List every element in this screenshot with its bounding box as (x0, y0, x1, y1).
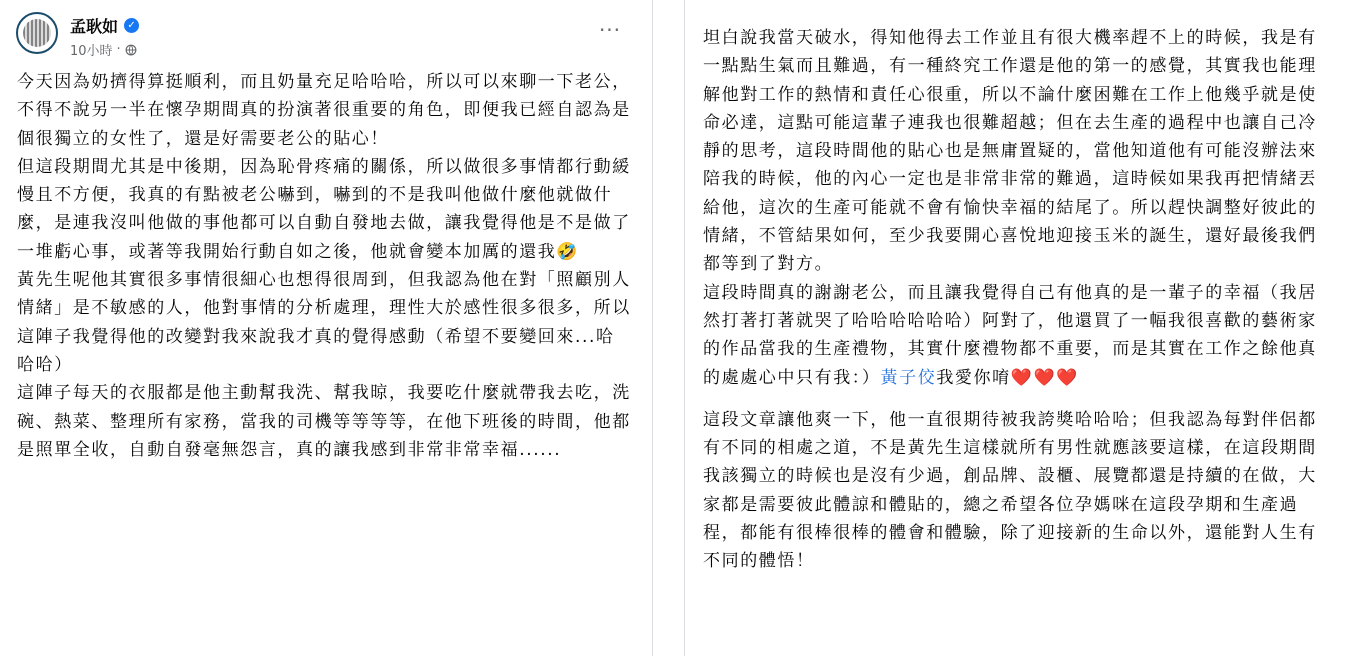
paragraph: 這段文章讓他爽一下，他一直很期待被我誇獎哈哈哈；但我認為每對伴侶都有不同的相處之道，不是黃先生這樣就所有男性就應該要這樣，在這段期間我該獨立的時候也是沒有少過，創品牌、設櫃、展覽都還是持續的在做，大家都是需要彼此體諒和體貼的，總之希望各位孕媽咪在這段孕期和生產過程，都能有很棒很棒的體會和體驗，除了迎接新的生命以外，還能對人生有不同的體悟！ (703, 409, 1317, 572)
paragraph: 黃先生呢他其實很多事情很細心也想得很周到，但我認為他在對「照顧別人情緒」是不敏感的人，他對事情的分析處理，理性大於感性很多很多，所以這陣子我覺得他的改變對我來說我才真的覺得感動（希望不要變回來...哈哈哈） (17, 270, 631, 375)
paragraph-text: 這段時間真的謝謝老公，而且讓我覺得自己有他真的是一輩子的幸福（我居然打著打著就哭了哈哈哈哈哈哈）阿對了，他還買了一幅我很喜歡的藝術家的作品當我的生產禮物，其實什麼禮物都不重要，而是其實在工作之餘他真的處處心中只有我：） (703, 282, 1317, 388)
verified-badge-icon: ✓ (124, 18, 139, 33)
paragraph: 這陣子每天的衣服都是他主動幫我洗、幫我晾，我要吃什麼就帶我去吃，洗碗、熱菜、整理所有家務，當我的司機等等等等，在他下班後的時間，他都是照單全收，自動自發毫無怨言，真的讓我感到非常非常幸福...... (17, 383, 631, 460)
paragraph (703, 279, 1333, 392)
post-time[interactable]: 10小時 (70, 44, 113, 59)
post-text-left (17, 68, 633, 464)
paragraph: 坦白說我當天破水，得知他得去工作並且有很大機率趕不上的時候，我是有一點點生氣而且難過，有一種終究工作還是他的第一的感覺，其實我也能理解他對工作的熱情和責任心很重，所以不論什麼困難在工作上他幾乎就是使命必達，這點可能這輩子連我也很難超越；但在去生產的過程中也讓自己冷靜的思考，這段時間他的貼心也是無庸置疑的，當他知道他有可能沒辦法來陪我的時候，他的內心一定也是非常非常的難過，這時候如果我再把情緒丟給他，這次的生產可能就不會有愉快幸福的結尾了。所以趕快調整好彼此的情緒，不管結果如何，至少我要開心喜悅地迎接玉米的誕生，還好最後我們都等到了對方。 (703, 28, 1317, 275)
mention-link[interactable]: 黃子佼 (880, 367, 937, 388)
post-text-right (703, 24, 1333, 576)
more-options-button[interactable]: ··· (598, 18, 622, 42)
paragraph: 今天因為奶擠得算挺順利，而且奶量充足哈哈哈，所以可以來聊一下老公，不得不說另一半在懷孕期間真的扮演著很重要的角色，即便我已經自認為是個很獨立的女性了，還是好需要老公的貼心！ (17, 72, 631, 149)
hearts-emoji: ❤️❤️❤️ (1010, 367, 1080, 388)
globe-icon[interactable] (125, 44, 137, 56)
post-panel-left (0, 0, 653, 656)
paragraph-text: 我愛你唷 (936, 367, 1011, 388)
paragraph: 但這段期間尤其是中後期，因為恥骨疼痛的關係，所以做很多事情都行動緩慢且不方便，我真的有點被老公嚇到，嚇到的不是我叫他做什麼他就做什麼，是連我沒叫他做的事他都可以自動自發地去做，讓我覺得他是不是做了一堆虧心事，或著等我開始行動自如之後，他就會變本加厲的還我🤣 (17, 156, 631, 262)
post-meta (70, 40, 137, 59)
author-name[interactable]: 孟耿如 (70, 17, 119, 36)
post-panel-right (684, 0, 1370, 656)
author-row (70, 14, 139, 37)
avatar[interactable] (16, 12, 58, 54)
meta-separator: · (116, 42, 121, 57)
paragraph-gap (703, 392, 1333, 406)
post-header (14, 10, 634, 62)
